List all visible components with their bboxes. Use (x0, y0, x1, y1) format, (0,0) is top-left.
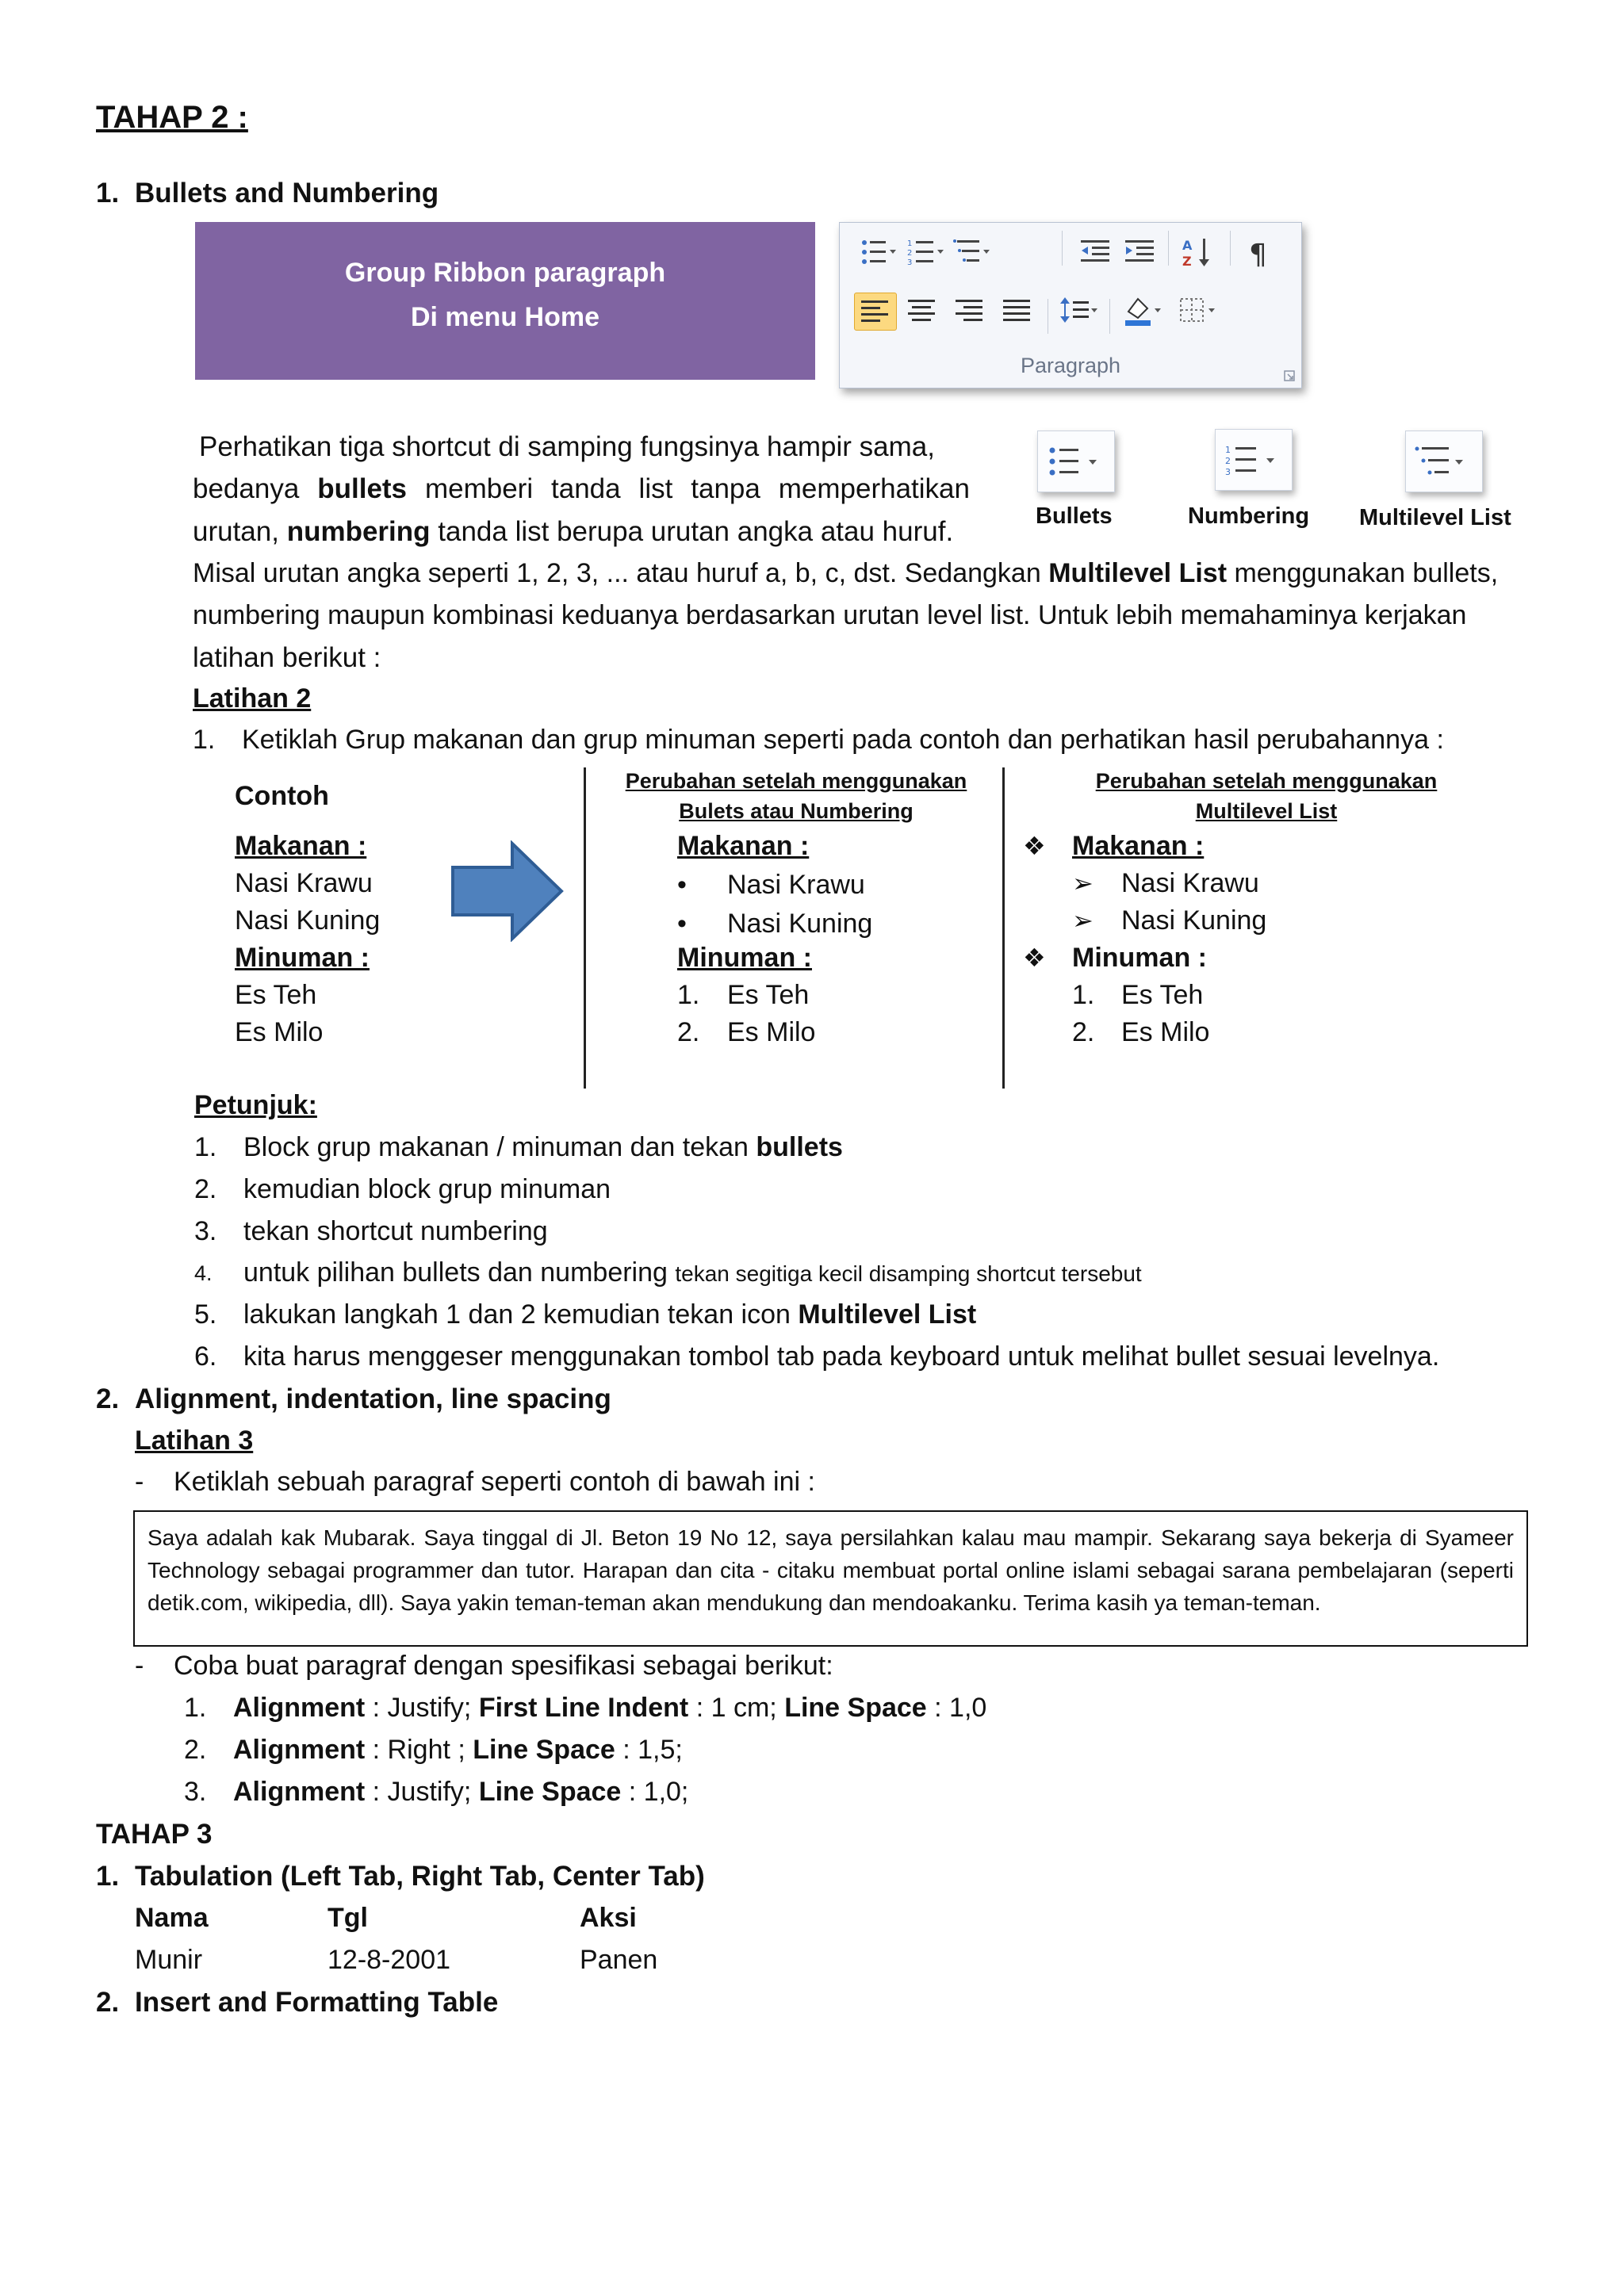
sample-paragraph-box: Saya adalah kak Mubarak. Saya tinggal di Jl. Beton 19 No 12, saya persilahkan kalau mau mampir. Sekarang saya bekerja di Syameer Technology sebagai programmer dan tutor. Harapan dan cita - citaku membuat portal online islami sebagai sarana pembelajaran (seperti detik.com, wikipedia, dll). Saya yakin teman-teman akan mendukung dan mendoakanku. Terima kasih ya teman-teman. (133, 1510, 1528, 1647)
multilevel-list-icon[interactable] (952, 234, 994, 270)
tahap-3-item-1-number: 1. (96, 1861, 120, 1892)
tahap-3-item-2: Insert and Formatting Table (135, 1987, 499, 2018)
numbering-shortcut-icon (1215, 429, 1293, 491)
page-title: TAHAP 2 : (96, 100, 248, 135)
borders-icon[interactable] (1176, 293, 1217, 329)
section-1-number: 1. (96, 178, 120, 209)
svg-text:2: 2 (1225, 456, 1231, 466)
col2-drink-1: Es Teh (727, 980, 810, 1010)
tab-header-tgl: Tgl (327, 1903, 368, 1933)
svg-text:¶: ¶ (1249, 239, 1267, 270)
dash-bullet: - (135, 1467, 144, 1497)
col3-makanan: Makanan : (1072, 831, 1205, 861)
col3-title-line2: Multilevel List (1195, 799, 1338, 823)
svg-text:2: 2 (907, 249, 913, 258)
col3-num-1: 1. (1072, 980, 1095, 1010)
col2-num-1: 1. (677, 980, 700, 1010)
svg-text:3: 3 (1225, 467, 1231, 477)
align-center-icon[interactable] (902, 293, 943, 329)
petunjuk-number: 4. (194, 1261, 213, 1285)
spec-item-3: Alignment : Justify; Line Space : 1,0; (233, 1777, 689, 1807)
petunjuk-number: 1. (194, 1132, 217, 1162)
dash-bullet: - (135, 1651, 144, 1681)
contoh-food-2: Nasi Kuning (235, 905, 381, 936)
latihan-3-instruction: Ketiklah sebuah paragraf seperti contoh di bawah ini : (174, 1467, 815, 1497)
sort-icon[interactable] (1179, 234, 1220, 270)
contoh-title: Contoh (235, 781, 329, 811)
paragraph-ribbon-group (839, 222, 1302, 388)
col3-drink-1: Es Teh (1121, 980, 1204, 1010)
intro-line-2: bedanya bullets memberi tanda list tanpa memperhatikan (193, 473, 970, 504)
latihan-2-instruction: Ketiklah Grup makanan dan grup minuman seperti pada contoh dan perhatikan hasil perubahannya : (242, 725, 1444, 755)
petunjuk-item: kita harus menggeser menggunakan tombol tab pada keyboard untuk melihat bullet sesuai levelnya. (243, 1341, 1440, 1372)
tahap-3-item-1: Tabulation (Left Tab, Right Tab, Center Tab) (135, 1861, 705, 1892)
pilcrow-icon[interactable] (1243, 234, 1284, 270)
petunjuk-number: 5. (194, 1299, 217, 1330)
col2-food-2: Nasi Kuning (727, 909, 873, 939)
arrowhead-bullet-icon: ➢ (1072, 869, 1094, 897)
section-2-number: 2. (96, 1383, 120, 1414)
numbering-icon[interactable] (905, 234, 946, 270)
section-1-heading: Bullets and Numbering (135, 178, 439, 209)
bullets-icon[interactable] (857, 234, 898, 270)
col3-drink-2: Es Milo (1121, 1017, 1210, 1047)
petunjuk-number: 3. (194, 1216, 217, 1246)
latihan-3-title: Latihan 3 (135, 1425, 254, 1456)
section-2-heading: Alignment, indentation, line spacing (135, 1383, 611, 1414)
bullets-shortcut-icon (1037, 430, 1115, 492)
line-spacing-icon[interactable] (1059, 293, 1100, 329)
column-divider (1002, 767, 1005, 1089)
intro-line-4: Misal urutan angka seperti 1, 2, 3, ... atau huruf a, b, c, dst. Sedangkan Multilevel List menggunakan bullets, (193, 558, 1499, 588)
col2-num-2: 2. (677, 1017, 700, 1047)
intro-line-6: latihan berikut : (193, 642, 381, 673)
tab-cell-nama: Munir (135, 1945, 203, 1975)
petunjuk-item: lakukan langkah 1 dan 2 kemudian tekan icon Multilevel List (243, 1299, 977, 1330)
col3-num-2: 2. (1072, 1017, 1095, 1047)
petunjuk-number: 2. (194, 1174, 217, 1204)
latihan-2-number: 1. (193, 725, 216, 755)
justify-icon[interactable] (997, 293, 1038, 329)
svg-text:3: 3 (907, 258, 913, 267)
intro-line-1: Perhatikan tiga shortcut di samping fungsinya hampir sama, (199, 431, 935, 462)
latihan-2-title: Latihan 2 (193, 683, 312, 714)
col2-minuman: Minuman : (677, 943, 812, 973)
ribbon-info-line2: Di menu Home (410, 302, 600, 332)
bullet-icon: • (677, 870, 687, 900)
increase-indent-icon[interactable] (1122, 234, 1163, 270)
contoh-drink-2: Es Milo (235, 1017, 324, 1047)
contoh-drink-1: Es Teh (235, 980, 317, 1010)
spec-item-1: Alignment : Justify; First Line Indent : 1 cm; Line Space : 1,0 (233, 1693, 987, 1723)
align-left-icon[interactable] (854, 293, 897, 331)
tab-cell-tgl: 12-8-2001 (327, 1945, 451, 1975)
petunjuk-number: 6. (194, 1341, 217, 1372)
multilevel-label: Multilevel List (1359, 505, 1511, 530)
tahap-3-title: TAHAP 3 (96, 1819, 213, 1850)
tab-header-aksi: Aksi (580, 1903, 637, 1933)
spec-number: 2. (184, 1735, 207, 1765)
tahap-3-item-2-number: 2. (96, 1987, 120, 2018)
latihan-3-instruction-2: Coba buat paragraf dengan spesifikasi sebagai berikut: (174, 1651, 833, 1681)
intro-line-5: numbering maupun kombinasi keduanya berdasarkan urutan level list. Untuk lebih memahaminya kerjakan (193, 600, 1467, 630)
ribbon-group-label: Paragraph (1020, 354, 1121, 377)
svg-text:A: A (1182, 238, 1193, 253)
svg-text:Z: Z (1182, 254, 1192, 269)
intro-line-3: urutan, numbering tanda list berupa urutan angka atau huruf. (193, 516, 954, 547)
diamond-bullet-icon: ❖ (1023, 943, 1046, 972)
contoh-minuman: Minuman : (235, 943, 370, 973)
petunjuk-title: Petunjuk: (194, 1090, 317, 1120)
bullet-icon: • (677, 909, 687, 939)
decrease-indent-icon[interactable] (1078, 234, 1119, 270)
svg-text:1: 1 (907, 239, 913, 248)
column-divider (584, 767, 586, 1089)
col2-title-line2: Bulets atau Numbering (679, 799, 914, 823)
dialog-launcher-icon[interactable] (1284, 370, 1295, 381)
arrowhead-bullet-icon: ➢ (1072, 906, 1094, 935)
ribbon-divider (1230, 231, 1231, 266)
align-right-icon[interactable] (949, 293, 990, 329)
col3-food-2: Nasi Kuning (1121, 905, 1267, 936)
col3-food-1: Nasi Krawu (1121, 868, 1259, 898)
multilevel-shortcut-icon (1405, 430, 1483, 492)
ribbon-divider (1168, 231, 1169, 266)
col3-title-line1: Perubahan setelah menggunakan (1095, 769, 1438, 793)
diamond-bullet-icon: ❖ (1023, 832, 1046, 860)
tab-header-nama: Nama (135, 1903, 209, 1933)
tab-cell-aksi: Panen (580, 1945, 658, 1975)
spec-item-2: Alignment : Right ; Line Space : 1,5; (233, 1735, 683, 1765)
svg-text:1: 1 (1225, 445, 1231, 455)
contoh-makanan: Makanan : (235, 831, 367, 861)
ribbon-divider (1109, 299, 1110, 334)
petunjuk-item: Block grup makanan / minuman dan tekan bullets (243, 1132, 843, 1162)
shading-icon[interactable] (1122, 293, 1163, 329)
petunjuk-item: kemudian block grup minuman (243, 1174, 611, 1204)
col2-makanan: Makanan : (677, 831, 810, 861)
col2-title-line1: Perubahan setelah menggunakan (625, 769, 967, 793)
ribbon-divider (1062, 231, 1063, 266)
col2-drink-2: Es Milo (727, 1017, 816, 1047)
ribbon-info-line1: Group Ribbon paragraph (344, 258, 666, 288)
spec-number: 1. (184, 1693, 207, 1723)
contoh-food-1: Nasi Krawu (235, 868, 373, 898)
bullets-label: Bullets (1036, 503, 1113, 529)
spec-number: 3. (184, 1777, 207, 1807)
petunjuk-item: tekan shortcut numbering (243, 1216, 548, 1246)
col2-food-1: Nasi Krawu (727, 870, 865, 900)
right-arrow-icon (450, 840, 566, 942)
numbering-label: Numbering (1188, 503, 1310, 529)
ribbon-info-box (195, 222, 815, 380)
col3-minuman: Minuman : (1072, 943, 1207, 973)
petunjuk-item: untuk pilihan bullets dan numbering tekan segitiga kecil disamping shortcut tersebut (243, 1257, 1142, 1288)
